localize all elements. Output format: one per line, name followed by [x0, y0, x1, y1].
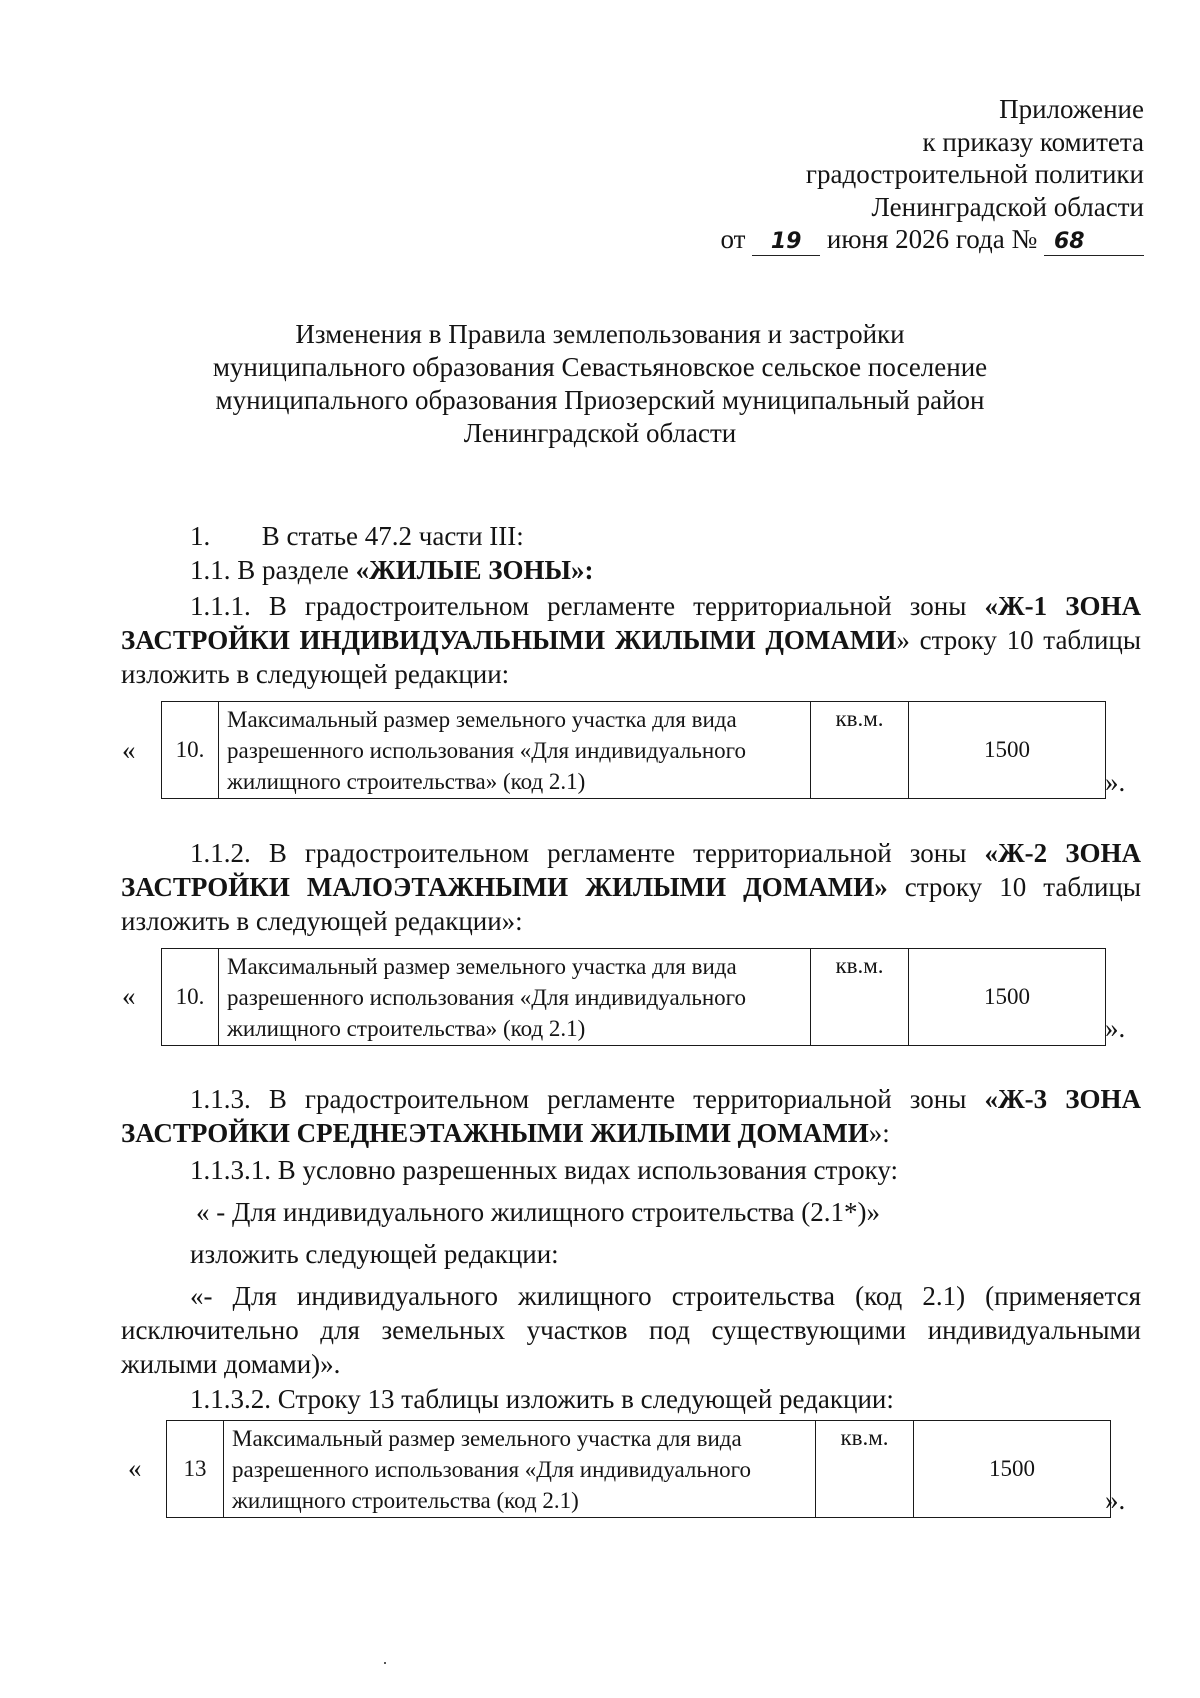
table-1-row-number: 10.: [162, 702, 219, 799]
document-title: [120, 318, 1080, 450]
section-1-1: 1.1. В разделе «ЖИЛЫЕ ЗОНЫ»:: [190, 555, 594, 585]
table-1-close-quote: ».: [1105, 767, 1126, 797]
table-2-value: 1500: [909, 949, 1106, 1046]
zone-zh3-title: «Ж-3 ЗОНА ЗАСТРОЙКИ СРЕДНЕЭТАЖНЫМИ ЖИЛЫМИ ДОМАМИ: [121, 1084, 1141, 1148]
table-3: [166, 1420, 1111, 1518]
table-row: [167, 1421, 1111, 1518]
table-3-unit: кв.м.: [816, 1421, 914, 1518]
item-1-1-3-1: 1.1.3.1. В условно разрешенных видах использования строку:: [190, 1155, 899, 1185]
table-3-value: 1500: [914, 1421, 1111, 1518]
table-1-open-quote: «: [122, 735, 136, 765]
header-line-4: Ленинградской области: [871, 191, 1144, 222]
table-3-open-quote: «: [128, 1453, 142, 1483]
new-wording-paragraph: «- Для индивидуального жилищного строительства (код 2.1) (применяется исключительно для земельных участков под существующими индивидуальными жилыми домами)».: [121, 1281, 1141, 1379]
table-row: [162, 702, 1106, 799]
scan-speck: [384, 1662, 386, 1664]
item-1-1-2: 1.1.2. В градостроительном регламенте территориальной зоны «Ж-2 ЗОНА ЗАСТРОЙКИ МАЛОЭТАЖНЫМИ ЖИЛЫМИ ДОМАМИ» строку 10 таблицы изложить в следующей редакции»:: [121, 838, 1141, 936]
item-1-1-1: 1.1.1. В градостроительном регламенте территориальной зоны «Ж-1 ЗОНА ЗАСТРОЙКИ ИНДИВИДУАЛЬНЫМИ ЖИЛЫМИ ДОМАМИ» строку 10 таблицы изложить в следующей редакции:: [121, 591, 1141, 689]
title-line-4: Ленинградской области: [463, 418, 737, 448]
table-2-row-number: 10.: [162, 949, 219, 1046]
table-2: [161, 948, 1106, 1046]
table-1-unit: кв.м.: [811, 702, 909, 799]
order-date-line: [544, 223, 1144, 256]
zone-zh2-title: «Ж-2 ЗОНА ЗАСТРОЙКИ МАЛОЭТАЖНЫМИ ЖИЛЫМИ ДОМАМИ»: [121, 838, 1141, 902]
table-2-open-quote: «: [122, 981, 136, 1011]
title-line-1: Изменения в Правила землепользования и застройки: [295, 319, 905, 349]
handwritten-order-number: 68: [1044, 229, 1144, 256]
from-label: от: [720, 224, 746, 254]
section-1-1-bold: «ЖИЛЫЕ ЗОНЫ»:: [355, 555, 594, 585]
item-1-1-3-2: 1.1.3.2. Строку 13 таблицы изложить в следующей редакции:: [190, 1384, 894, 1414]
handwritten-day: 19: [752, 229, 820, 256]
table-1-value: 1500: [909, 702, 1106, 799]
table-3-row-number: 13: [167, 1421, 224, 1518]
appendix-header: [544, 93, 1144, 256]
set-wording-line: изложить следующей редакции:: [190, 1239, 559, 1269]
table-2-unit: кв.м.: [811, 949, 909, 1046]
month-year-label: июня 2026 года №: [826, 224, 1038, 254]
table-3-description: Максимальный размер земельного участка для вида разрешенного использования «Для индивидуального жилищного строительства (код 2.1): [224, 1421, 816, 1518]
title-line-2: муниципального образования Севастьяновское сельское поселение: [212, 352, 988, 382]
zone-zh1-title: «Ж-1 ЗОНА ЗАСТРОЙКИ ИНДИВИДУАЛЬНЫМИ ЖИЛЫМИ ДОМАМИ: [121, 591, 1141, 655]
table-2-close-quote: ».: [1105, 1013, 1126, 1043]
section-1-number: 1.: [190, 521, 211, 551]
title-line-3: муниципального образования Приозерский муниципальный район: [215, 385, 985, 415]
section-1: [190, 519, 1200, 553]
header-line-1: Приложение: [999, 94, 1144, 124]
table-1-description: Максимальный размер земельного участка для вида разрешенного использования «Для индивидуального жилищного строительства» (код 2.1): [219, 702, 811, 799]
header-line-2: к приказу комитета: [922, 126, 1144, 157]
table-row: [162, 949, 1106, 1046]
table-2-description: Максимальный размер земельного участка для вида разрешенного использования «Для индивидуального жилищного строительства» (код 2.1): [219, 949, 811, 1046]
item-1-1-3: 1.1.3. В градостроительном регламенте территориальной зоны «Ж-3 ЗОНА ЗАСТРОЙКИ СРЕДНЕЭТАЖНЫМИ ЖИЛЫМИ ДОМАМИ»:: [121, 1084, 1141, 1148]
table-1: [161, 701, 1106, 799]
header-line-3: градостроительной политики: [805, 159, 1144, 189]
section-1-text: В статье 47.2 части III:: [261, 521, 524, 551]
table-3-close-quote: ».: [1105, 1485, 1126, 1515]
old-wording-line: « - Для индивидуального жилищного строительства (2.1*)»: [196, 1197, 881, 1227]
